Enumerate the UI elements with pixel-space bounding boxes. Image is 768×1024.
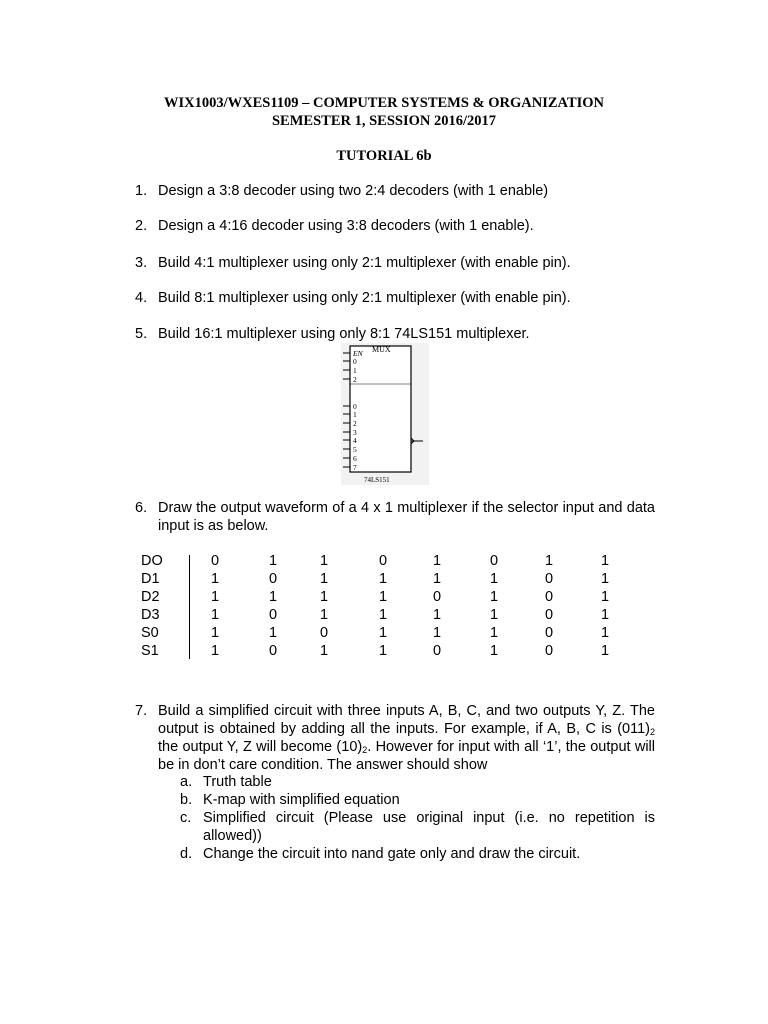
- table-divider: [189, 555, 190, 659]
- table-cell: 1: [319, 589, 329, 605]
- question-text: Build 4:1 multiplexer using only 2:1 multiplexer (with enable pin).: [158, 255, 571, 271]
- mux-data-pin-label: 3: [353, 428, 357, 437]
- table-cell: 1: [378, 589, 388, 605]
- mux-data-pin-label: 2: [353, 419, 357, 428]
- table-cell: 0: [544, 625, 554, 641]
- question-6: [135, 499, 655, 535]
- row-label: S0: [141, 625, 159, 641]
- mux-data-pin-label: 7: [353, 463, 357, 472]
- table-cell: 1: [489, 571, 499, 587]
- table-cell: 1: [432, 571, 442, 587]
- question-text: Build 16:1 multiplexer using only 8:1 74LS151 multiplexer.: [158, 326, 530, 342]
- question-1: [135, 182, 655, 200]
- table-cell: 1: [210, 607, 220, 623]
- subitem-a: [180, 773, 655, 791]
- question-text: Draw the output waveform of a 4 x 1 multiplexer if the selector input and data input is as below.: [158, 500, 655, 534]
- mux-enable-label: EN: [353, 349, 363, 358]
- table-cell: 0: [432, 589, 442, 605]
- table-cell: 1: [319, 571, 329, 587]
- question-text: Build 8:1 multiplexer using only 2:1 multiplexer (with enable pin).: [158, 290, 571, 306]
- table-cell: 0: [268, 607, 278, 623]
- question-text-part: . However for input with all ‘1’, the output will be in don’t care condition. The answer should show: [158, 739, 655, 773]
- semester-title: SEMESTER 1, SESSION 2016/2017: [271, 113, 496, 129]
- table-cell: 1: [210, 571, 220, 587]
- question-text: Design a 3:8 decoder using two 2:4 decoders (with 1 enable): [158, 183, 549, 199]
- table-cell: 1: [210, 589, 220, 605]
- row-label: D3: [141, 607, 160, 623]
- subscript: 2: [649, 727, 655, 737]
- table-cell: 1: [378, 607, 388, 623]
- table-cell: 1: [489, 607, 499, 623]
- question-5: [135, 325, 655, 343]
- subitem-c: [180, 809, 655, 845]
- table-cell: 1: [489, 589, 499, 605]
- table-cell: 1: [268, 553, 278, 569]
- table-cell: 1: [319, 643, 329, 659]
- mux-select-pin-label: 1: [353, 366, 357, 375]
- table-cell: 1: [378, 625, 388, 641]
- question-text: [158, 702, 655, 774]
- table-cell: 0: [268, 571, 278, 587]
- question-3: [135, 254, 655, 272]
- table-cell: 1: [268, 589, 278, 605]
- tutorial-title: TUTORIAL 6b: [336, 148, 432, 164]
- table-cell: 1: [432, 607, 442, 623]
- table-cell: 1: [210, 625, 220, 641]
- table-cell: 0: [544, 607, 554, 623]
- question-number: 2.: [135, 218, 148, 234]
- question-number: 6.: [135, 500, 148, 516]
- question-number: 5.: [135, 326, 148, 342]
- subitem-text: Truth table: [203, 774, 272, 790]
- table-cell: 1: [544, 553, 554, 569]
- mux-data-pin-label: 4: [353, 436, 357, 445]
- subitem-text: K-map with simplified equation: [203, 792, 400, 808]
- table-cell: 1: [600, 625, 610, 641]
- mux-74ls151-diagram: [341, 343, 429, 485]
- row-label: D1: [141, 571, 160, 587]
- mux-data-pin-label: 1: [353, 410, 357, 419]
- question-7: [135, 702, 655, 774]
- table-cell: 1: [489, 643, 499, 659]
- row-label: S1: [141, 643, 159, 659]
- question-number: 7.: [135, 703, 148, 719]
- subitem-text: Change the circuit into nand gate only and draw the circuit.: [203, 846, 581, 862]
- table-cell: 1: [319, 607, 329, 623]
- table-cell: 1: [600, 571, 610, 587]
- subitem-text: Simplified circuit (Please use original input (i.e. no repetition is allowed)): [203, 810, 655, 844]
- table-cell: 1: [378, 571, 388, 587]
- mux-data-pin-label: 5: [353, 445, 357, 454]
- table-cell: 0: [378, 553, 388, 569]
- table-cell: 1: [600, 553, 610, 569]
- table-cell: 0: [268, 643, 278, 659]
- table-cell: 1: [210, 643, 220, 659]
- subitem-letter: c.: [180, 810, 192, 826]
- question-text-part: the output Y, Z will become (10): [158, 739, 363, 755]
- table-cell: 1: [600, 643, 610, 659]
- subitem-letter: a.: [180, 774, 193, 790]
- table-cell: 0: [489, 553, 499, 569]
- question-2: [135, 217, 655, 235]
- table-cell: 1: [489, 625, 499, 641]
- subscript: 2: [362, 745, 368, 755]
- mux-data-pin-label: 6: [353, 454, 357, 463]
- table-cell: 1: [268, 625, 278, 641]
- course-title: WIX1003/WXES1109 – COMPUTER SYSTEMS & ORGANIZATION: [163, 95, 605, 111]
- mux-part-label: 74LS151: [364, 476, 390, 484]
- table-cell: 0: [544, 589, 554, 605]
- row-label: D2: [141, 589, 160, 605]
- question-number: 3.: [135, 255, 148, 271]
- table-cell: 1: [600, 607, 610, 623]
- subitem-d: [180, 845, 655, 863]
- table-cell: 1: [432, 553, 442, 569]
- subitem-b: [180, 791, 655, 809]
- question-4: [135, 289, 655, 307]
- question-number: 4.: [135, 290, 148, 306]
- question-number: 1.: [135, 183, 148, 199]
- mux-select-pin-label: 0: [353, 357, 357, 366]
- mux-body: [350, 346, 411, 472]
- mux-select-pin-label: 2: [353, 375, 357, 384]
- table-cell: 0: [319, 625, 329, 641]
- question-text: Design a 4:16 decoder using 3:8 decoders (with 1 enable).: [158, 218, 534, 234]
- table-cell: 0: [544, 643, 554, 659]
- row-label: DO: [141, 553, 163, 569]
- mux-data-pin-label: 0: [353, 402, 357, 411]
- subitem-letter: b.: [180, 792, 193, 808]
- table-cell: 1: [600, 589, 610, 605]
- question-text-part: Build a simplified circuit with three inputs A, B, C, and two outputs Y, Z. The output is obtained by adding all the inputs. For example, if A, B, C is (011): [158, 703, 655, 737]
- table-cell: 1: [319, 553, 329, 569]
- mux-title-label: MUX: [372, 345, 391, 354]
- table-cell: 1: [378, 643, 388, 659]
- subitem-letter: d.: [180, 846, 193, 862]
- table-cell: 1: [432, 625, 442, 641]
- table-cell: 0: [210, 553, 220, 569]
- table-cell: 0: [544, 571, 554, 587]
- table-cell: 0: [432, 643, 442, 659]
